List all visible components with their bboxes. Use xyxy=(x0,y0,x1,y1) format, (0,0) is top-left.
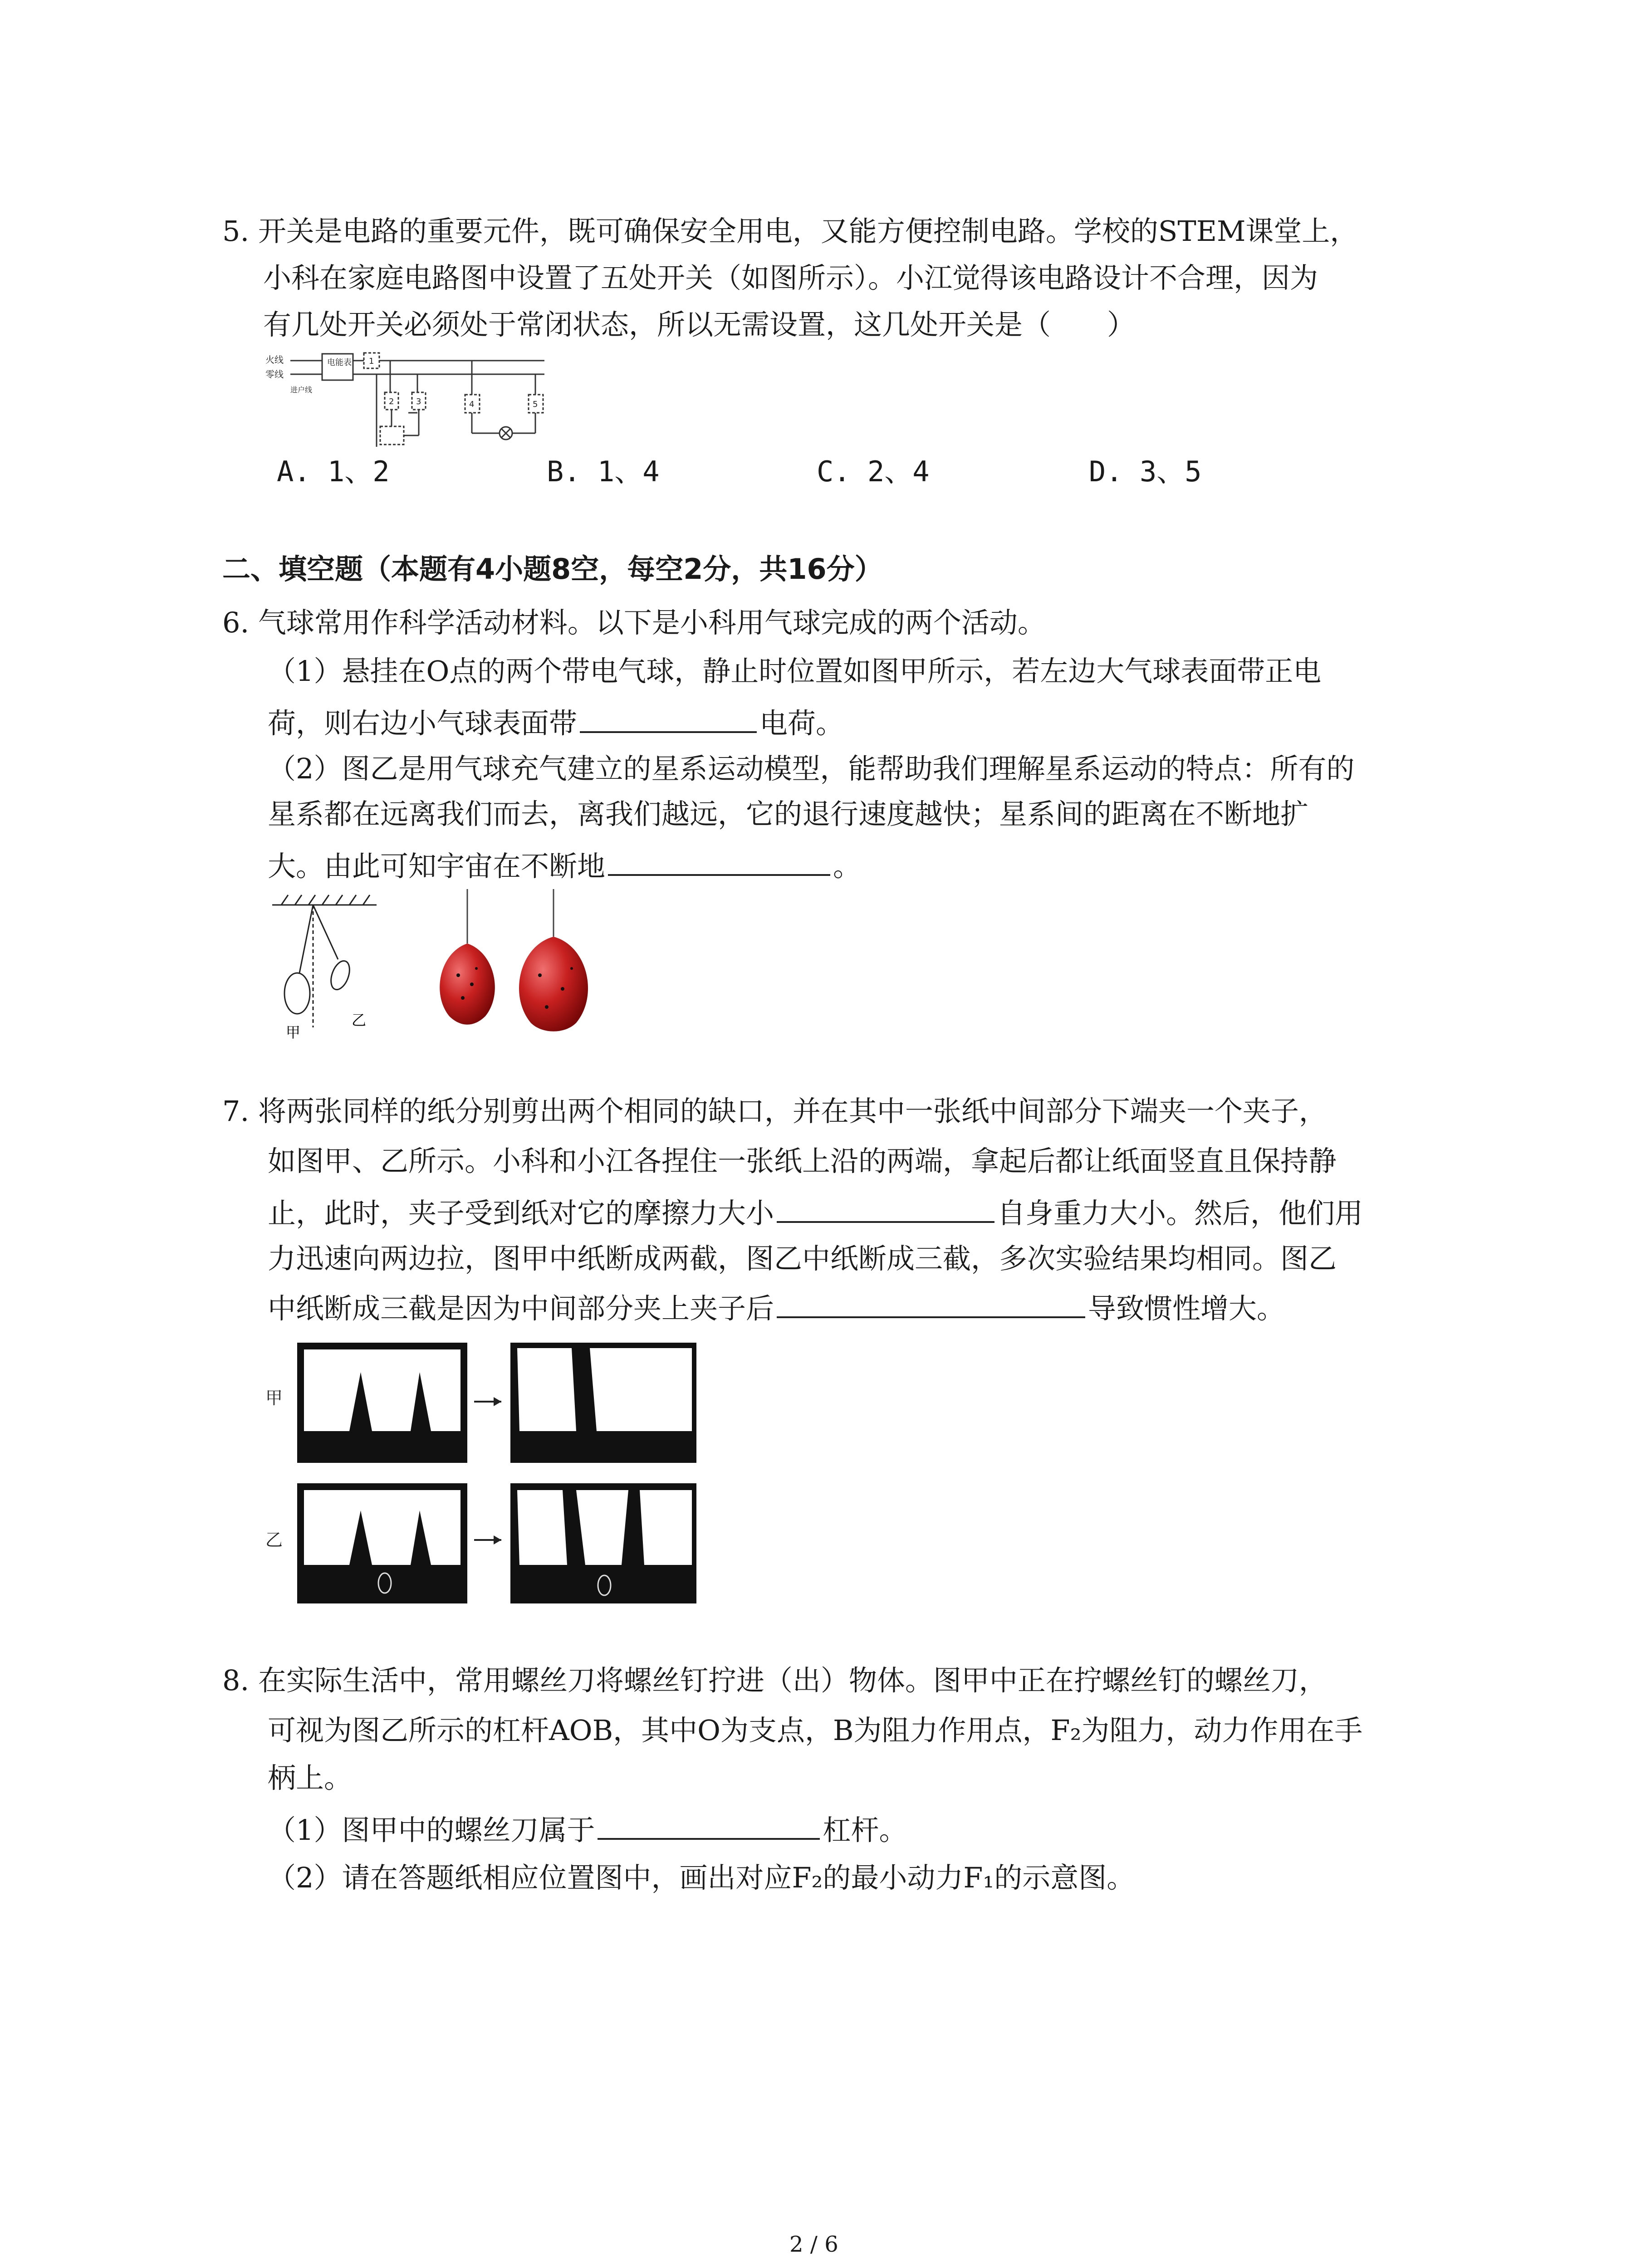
q5-line-3: 有几处开关必须处于常闭状态，所以无需设置，这几处开关是（ ） xyxy=(263,308,1136,341)
figure-paper-tear xyxy=(263,1338,726,1606)
q6-line-2: （1）悬挂在O点的两个带电气球，静止时位置如图甲所示，若左边大气球表面带正电 xyxy=(268,655,1322,688)
choice-b[interactable]: B. 1、4 xyxy=(547,455,660,488)
page-number: 2 / 6 xyxy=(789,2232,838,2257)
q5-line-1: 5. 开关是电路的重要元件，既可确保安全用电，又能方便控制电路。学校的STEM课堂上， xyxy=(222,215,1358,248)
label-neutral: 零线 xyxy=(265,369,284,380)
q7-line-2: 如图甲、乙所示。小科和小江各捏住一张纸上沿的两端，拿起后都让纸面竖直且保持静 xyxy=(268,1144,1337,1178)
label-service: 进户线 xyxy=(290,386,313,394)
q6-line-3: 荷，则右边小气球表面带 电荷。 xyxy=(268,703,844,742)
section-title: 二、填空题（本题有4小题8空，每空2分，共16分） xyxy=(222,552,883,586)
q7-line-3: 止，此时，夹子受到纸对它的摩擦力大小 自身重力大小。然后，他们用 xyxy=(268,1193,1363,1232)
fig7-label-b: 乙 xyxy=(265,1530,283,1550)
paper-b-after xyxy=(510,1483,696,1603)
small-balloon xyxy=(440,943,495,1025)
fig6-label-a: 甲 xyxy=(286,1024,301,1041)
label-meter: 电能表 xyxy=(327,358,352,367)
q8-line-4: （1）图甲中的螺丝刀属于 杠杆。 xyxy=(268,1810,907,1848)
q7-line-4: 力迅速向两边拉，图甲中纸断成两截，图乙中纸断成三截，多次实验结果均相同。图乙 xyxy=(268,1242,1337,1275)
paper-a-before xyxy=(297,1343,467,1463)
q6-line-5: 星系都在远离我们而去，离我们越远，它的退行速度越快；星系间的距离在不断地扩 xyxy=(268,797,1309,831)
q6-blank-1[interactable] xyxy=(580,703,757,733)
choice-c[interactable]: C. 2、4 xyxy=(817,455,930,488)
q8-blank-1[interactable] xyxy=(598,1810,820,1840)
paper-a-after xyxy=(510,1343,696,1463)
figure-charged-balloons xyxy=(268,891,404,1041)
figure-galaxy-balloons xyxy=(426,889,608,1039)
q7-line-1: 7. 将两张同样的纸分别剪出两个相同的缺口，并在其中一张纸中间部分下端夹一个夹子， xyxy=(222,1095,1327,1128)
paper-b-before xyxy=(297,1483,467,1603)
fig7-label-a: 甲 xyxy=(265,1388,283,1408)
choice-a[interactable]: A. 1、2 xyxy=(277,455,390,488)
q7-blank-1[interactable] xyxy=(777,1193,994,1223)
switch-5: 5 xyxy=(533,400,538,409)
q7-line-5: 中纸断成三截是因为中间部分夹上夹子后 导致惯性增大。 xyxy=(268,1288,1285,1327)
label-live: 火线 xyxy=(265,354,284,365)
switch-3: 3 xyxy=(416,397,421,406)
switch-1: 1 xyxy=(369,357,374,366)
switch-4: 4 xyxy=(469,400,475,409)
q6-blank-2[interactable] xyxy=(608,846,830,876)
q6-line-4: （2）图乙是用气球充气建立的星系运动模型，能帮助我们理解星系运动的特点：所有的 xyxy=(268,752,1355,785)
circuit-diagram xyxy=(263,349,554,454)
q8-line-1: 8. 在实际生活中，常用螺丝刀将螺丝钉拧进（出）物体。图甲中正在拧螺丝钉的螺丝刀， xyxy=(222,1664,1327,1697)
q8-line-3: 柄上。 xyxy=(268,1761,353,1794)
fig6-label-b: 乙 xyxy=(352,1012,367,1029)
q6-line-6: 大。由此可知宇宙在不断地 。 xyxy=(268,846,861,885)
large-balloon xyxy=(519,937,588,1031)
q6-line-1: 6. 气球常用作科学活动材料。以下是小科用气球完成的两个活动。 xyxy=(222,606,1046,639)
q8-line-2: 可视为图乙所示的杠杆AOB，其中O为支点，B为阻力作用点，F₂为阻力，动力作用在手 xyxy=(268,1714,1363,1747)
q7-blank-2[interactable] xyxy=(777,1288,1085,1318)
choice-d[interactable]: D. 3、5 xyxy=(1089,455,1202,488)
q8-line-5: （2）请在答题纸相应位置图中，画出对应F₂的最小动力F₁的示意图。 xyxy=(268,1861,1135,1894)
switch-2: 2 xyxy=(389,397,394,406)
q5-line-2: 小科在家庭电路图中设置了五处开关（如图所示）。小江觉得该电路设计不合理，因为 xyxy=(263,261,1318,294)
